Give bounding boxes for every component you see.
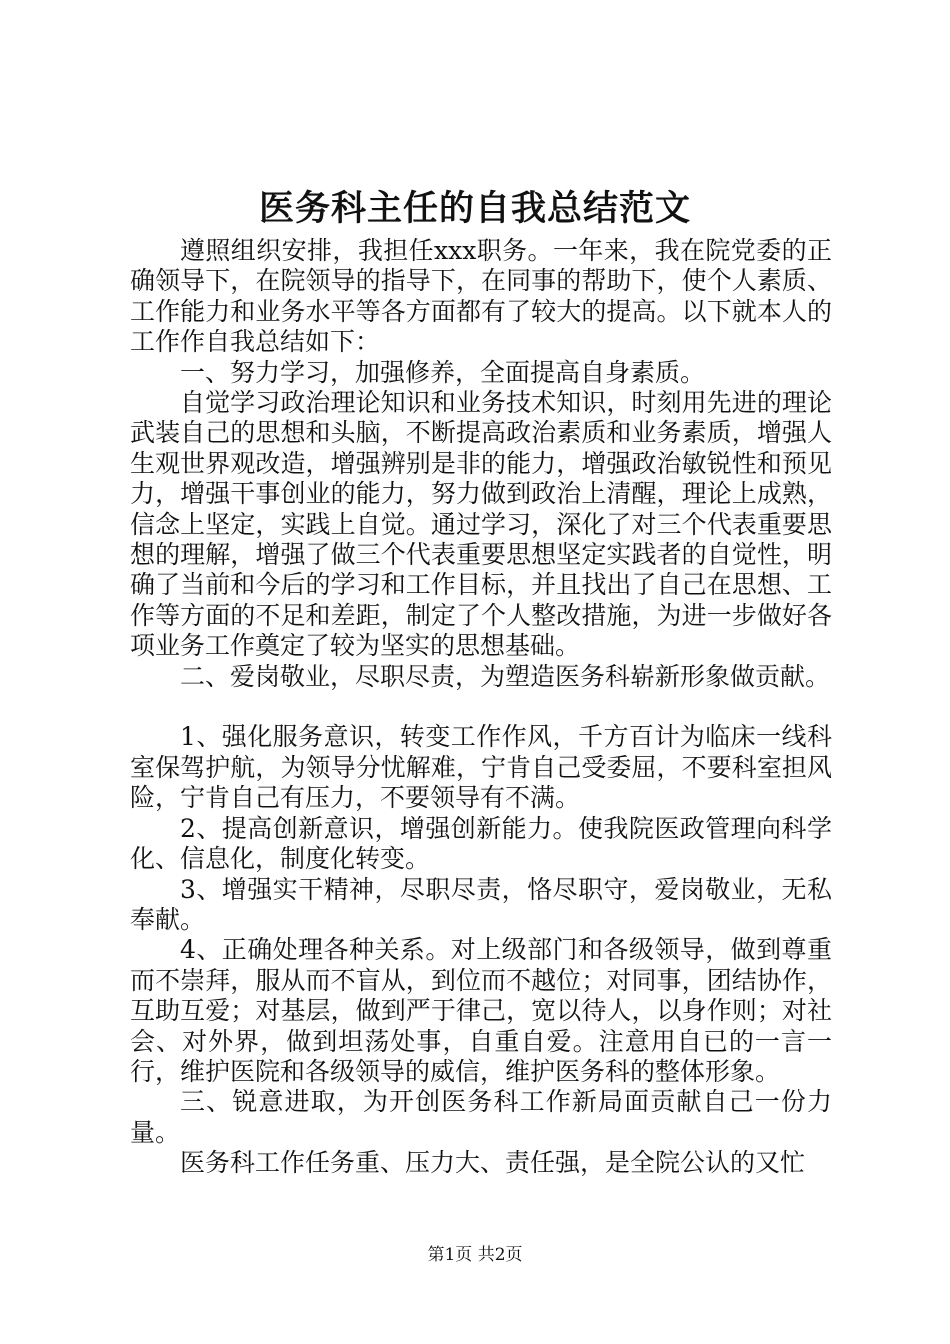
paragraph-closing: 医务科工作任务重、压力大、责任强，是全院公认的又忙 — [180, 1148, 806, 1178]
blank-line — [130, 692, 832, 722]
document-body — [130, 236, 832, 1179]
paragraph-item-2: 2、提高创新意识，增强创新能力。使我院医政管理向科学化、信息化，制度化转变。 — [130, 813, 832, 874]
section-heading-3: 三、锐意进取，为开创医务科工作新局面贡献自己一份力量。 — [130, 1087, 832, 1147]
paragraph-study: 自觉学习政治理论知识和业务技术知识，时刻用先进的理论武装自己的思想和头脑，不断提高政治素质和业务素质，增强人生观世界观改造，增强辨别是非的能力，增强政治敏锐性和预见力，增强干事创业的能力，努力做到政治上清醒，理论上成熟，信念上坚定，实践上自觉。通过学习，深化了对三个代表重要思想的理解，增强了做三个代表重要思想坚定实践者的自觉性，明确了当前和今后的学习和工作目标，并且找出了自己在思想、工作等方面的不足和差距，制定了个人整改措施，为进一步做好各项业务工作奠定了较为坚实的思想基础。 — [130, 388, 832, 661]
paragraph-item-3: 3、增强实干精神，尽职尽责，恪尽职守，爱岗敬业，无私奉献。 — [130, 874, 832, 934]
section-heading-2: 二、爱岗敬业，尽职尽责，为塑造医务科崭新形象做贡献。 — [180, 661, 831, 691]
section-heading-1: 一、努力学习，加强修养，全面提高自身素质。 — [180, 357, 706, 387]
page-footer: 第1页 共2页 — [427, 1245, 523, 1265]
document-title: 医务科主任的自我总结范文 — [258, 188, 691, 229]
paragraph-item-1: 1、强化服务意识，转变工作作风，千方百计为临床一线科室保驾护航，为领导分忧解难，宁肯自己受委屈，不要科室担风险，宁肯自己有压力，不要领导有不满。 — [130, 722, 832, 813]
paragraph-intro: 遵照组织安排，我担任xxx职务。一年来，我在院党委的正确领导下，在院领导的指导下，在同事的帮助下，使个人素质、工作能力和业务水平等各方面都有了较大的提高。以下就本人的工作作自我总结如下： — [130, 236, 832, 357]
paragraph-item-4: 4、正确处理各种关系。对上级部门和各级领导，做到尊重而不崇拜，服从而不盲从，到位而不越位；对同事，团结协作，互助互爱；对基层，做到严于律己，宽以待人，以身作则；对社会、对外界，做到坦荡处事，自重自爱。注意用自已的一言一行，维护医院和各级领导的威信，维护医务科的整体形象。 — [130, 935, 832, 1086]
